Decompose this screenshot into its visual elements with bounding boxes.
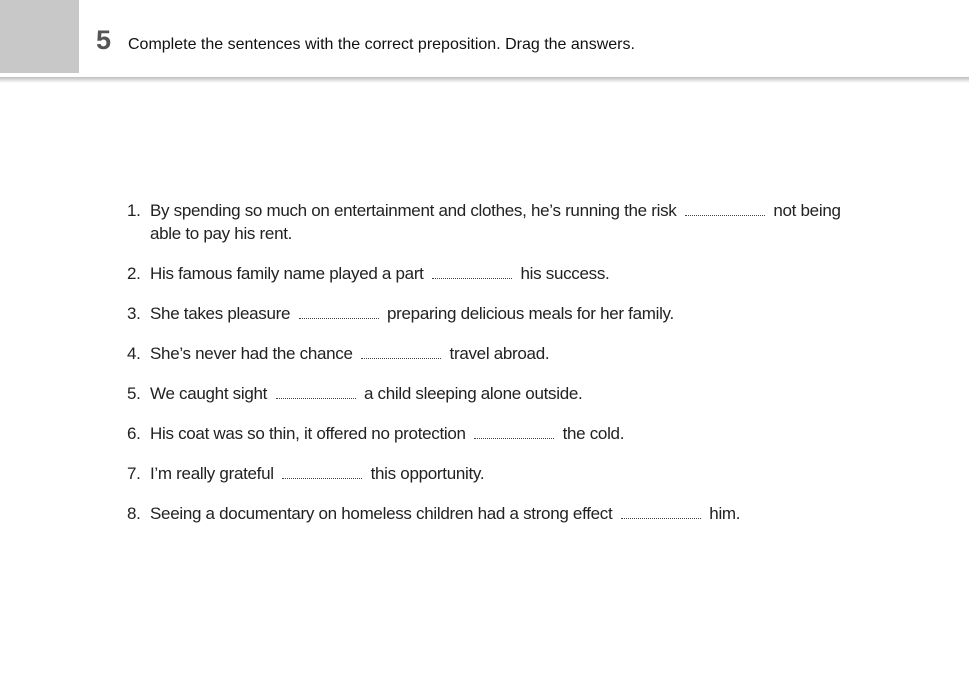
sentence-text-before: Seeing a documentary on homeless children had a strong effect [150,504,613,523]
sentence-8 [127,502,872,525]
answer-drop-slot-1[interactable] [685,201,765,216]
answer-drop-slot-3[interactable] [299,304,379,319]
header-grey-block [0,0,79,73]
sentence-text-after: the cold. [562,424,625,443]
sentence-number: 3. [127,304,141,323]
sentence-3 [127,302,872,325]
sentence-text-after: his success. [520,264,610,283]
exercise-number: 5 [96,25,112,55]
answer-drop-slot-2[interactable] [432,264,512,279]
answer-drop-slot-5[interactable] [276,384,356,399]
sentence-4 [127,342,872,365]
sentence-text-before: His famous family name played a part [150,264,424,283]
sentence-list [127,199,872,542]
sentence-5 [127,382,872,405]
sentence-text-before: By spending so much on entertainment and clothes, he’s running the risk [150,201,677,220]
sentence-text-before: I’m really grateful [150,464,274,483]
sentence-number: 2. [127,264,141,283]
sentence-number: 6. [127,424,141,443]
sentence-number: 7. [127,464,141,483]
answer-drop-slot-4[interactable] [361,344,441,359]
sentence-2 [127,262,872,285]
sentence-text-after: not being able to pay his rent. [150,201,841,243]
sentence-text-after: this opportunity. [370,464,485,483]
sentence-text-before: We caught sight [150,384,268,403]
sentence-text-after: a child sleeping alone outside. [363,384,583,403]
sentence-number: 1. [127,201,141,220]
sentence-text-before: His coat was so thin, it offered no protection [150,424,466,443]
sentence-text-after: travel abroad. [449,344,550,363]
sentence-7 [127,462,872,485]
exercise-header [0,0,969,79]
sentence-text-after: him. [709,504,741,523]
answer-drop-slot-8[interactable] [621,504,701,519]
sentence-number: 4. [127,344,141,363]
sentence-text-before: She’s never had the chance [150,344,353,363]
header-divider [0,77,969,83]
answer-drop-slot-6[interactable] [474,424,554,439]
sentence-number: 8. [127,504,141,523]
sentence-6 [127,422,872,445]
answer-drop-slot-7[interactable] [282,464,362,479]
exercise-instruction: Complete the sentences with the correct preposition. Drag the answers. [128,36,635,53]
sentence-text-before: She takes pleasure [150,304,291,323]
sentence-number: 5. [127,384,141,403]
sentence-text-after: preparing delicious meals for her family. [387,304,674,323]
sentence-1 [127,199,872,245]
